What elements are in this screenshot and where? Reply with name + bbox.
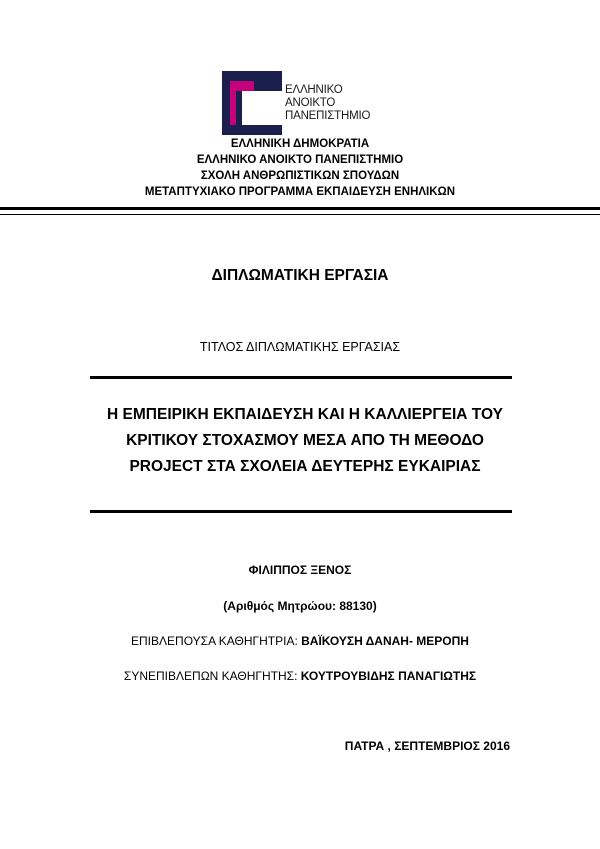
supervisor-name: ΒΑΪΚΟΥΣΗ ΔΑΝΑΗ- ΜΕΡΟΠΗ: [301, 634, 469, 648]
header-rule-thin: [0, 214, 600, 215]
thesis-title: [105, 402, 505, 480]
logo-line: ΕΛΛΗΝΙΚΟ: [285, 84, 343, 96]
logo-line: ΠΑΝΕΠΙΣΤΗΜΙΟ: [285, 110, 371, 122]
logo-line: ΑΝΟΙΚΤΟ: [285, 97, 336, 109]
title-rule-bottom: [90, 510, 512, 513]
thesis-title-line: ΚΡΙΤΙΚΟΥ ΣΤΟΧΑΣΜΟΥ ΜΕΣΑ ΑΠΟ ΤΗ ΜΕΘΟΔΟ: [126, 432, 484, 449]
logo-mark-icon: [222, 71, 282, 135]
thesis-type: ΔΙΠΛΩΜΑΤΙΚΗ ΕΡΓΑΣΙΑ: [211, 267, 389, 284]
title-rule-top: [90, 376, 512, 379]
logo-wordmark: [285, 84, 370, 123]
place-date: ΠΑΤΡΑ , ΣΕΠΤΕΜΒΡΙΟΣ 2016: [344, 739, 510, 753]
header-rule-thick: [0, 207, 600, 210]
header-program: ΜΕΤΑΠΤΥΧΙΑΚΟ ΠΡΟΓΡΑΜΜΑ ΕΚΠΑΙΔΕΥΣΗ ΕΝΗΛΙΚΩΝ: [144, 186, 456, 198]
thesis-title-line: PROJECT ΣΤΑ ΣΧΟΛΕΙΑ ΔΕΥΤΕΡΗΣ ΕΥΚΑΙΡΙΑΣ: [129, 458, 481, 475]
supervisor-label: ΕΠΙΒΛΕΠΟΥΣΑ ΚΑΘΗΓΗΤΡΙΑ:: [131, 634, 298, 648]
cosupervisor-line: [0, 669, 600, 683]
university-logo: [222, 71, 372, 135]
header-school: ΣΧΟΛΗ ΑΝΘΡΩΠΙΣΤΙΚΩΝ ΣΠΟΥΔΩΝ: [200, 170, 400, 182]
thesis-title-label: ΤΙΤΛΟΣ ΔΙΠΛΩΜΑΤΙΚΗΣ ΕΡΓΑΣΙΑΣ: [199, 340, 401, 354]
cosupervisor-name: ΚΟΥΤΡΟΥΒΙΔΗΣ ΠΑΝΑΓΙΩΤΗΣ: [300, 669, 477, 683]
registration-number: (Αριθμός Μητρώου: 88130): [223, 599, 377, 613]
cosupervisor-label: ΣΥΝΕΠΙΒΛΕΠΩΝ ΚΑΘΗΓΗΤΗΣ:: [123, 669, 298, 683]
supervisor-line: [0, 634, 600, 648]
header-university: ΕΛΛΗΝΙΚΟ ΑΝΟΙΚΤΟ ΠΑΝΕΠΙΣΤΗΜΙΟ: [196, 154, 404, 166]
thesis-title-line: Η ΕΜΠΕΙΡΙΚΗ ΕΚΠΑΙΔΕΥΣΗ ΚΑΙ Η ΚΑΛΛΙΕΡΓΕΙΑ ΤΟΥ: [107, 406, 503, 423]
header-republic: ΕΛΛΗΝΙΚΗ ΔΗΜΟΚΡΑΤΙΑ: [230, 138, 370, 150]
author-name: ΦΙΛΙΠΠΟΣ ΞΕΝΟΣ: [248, 563, 352, 577]
